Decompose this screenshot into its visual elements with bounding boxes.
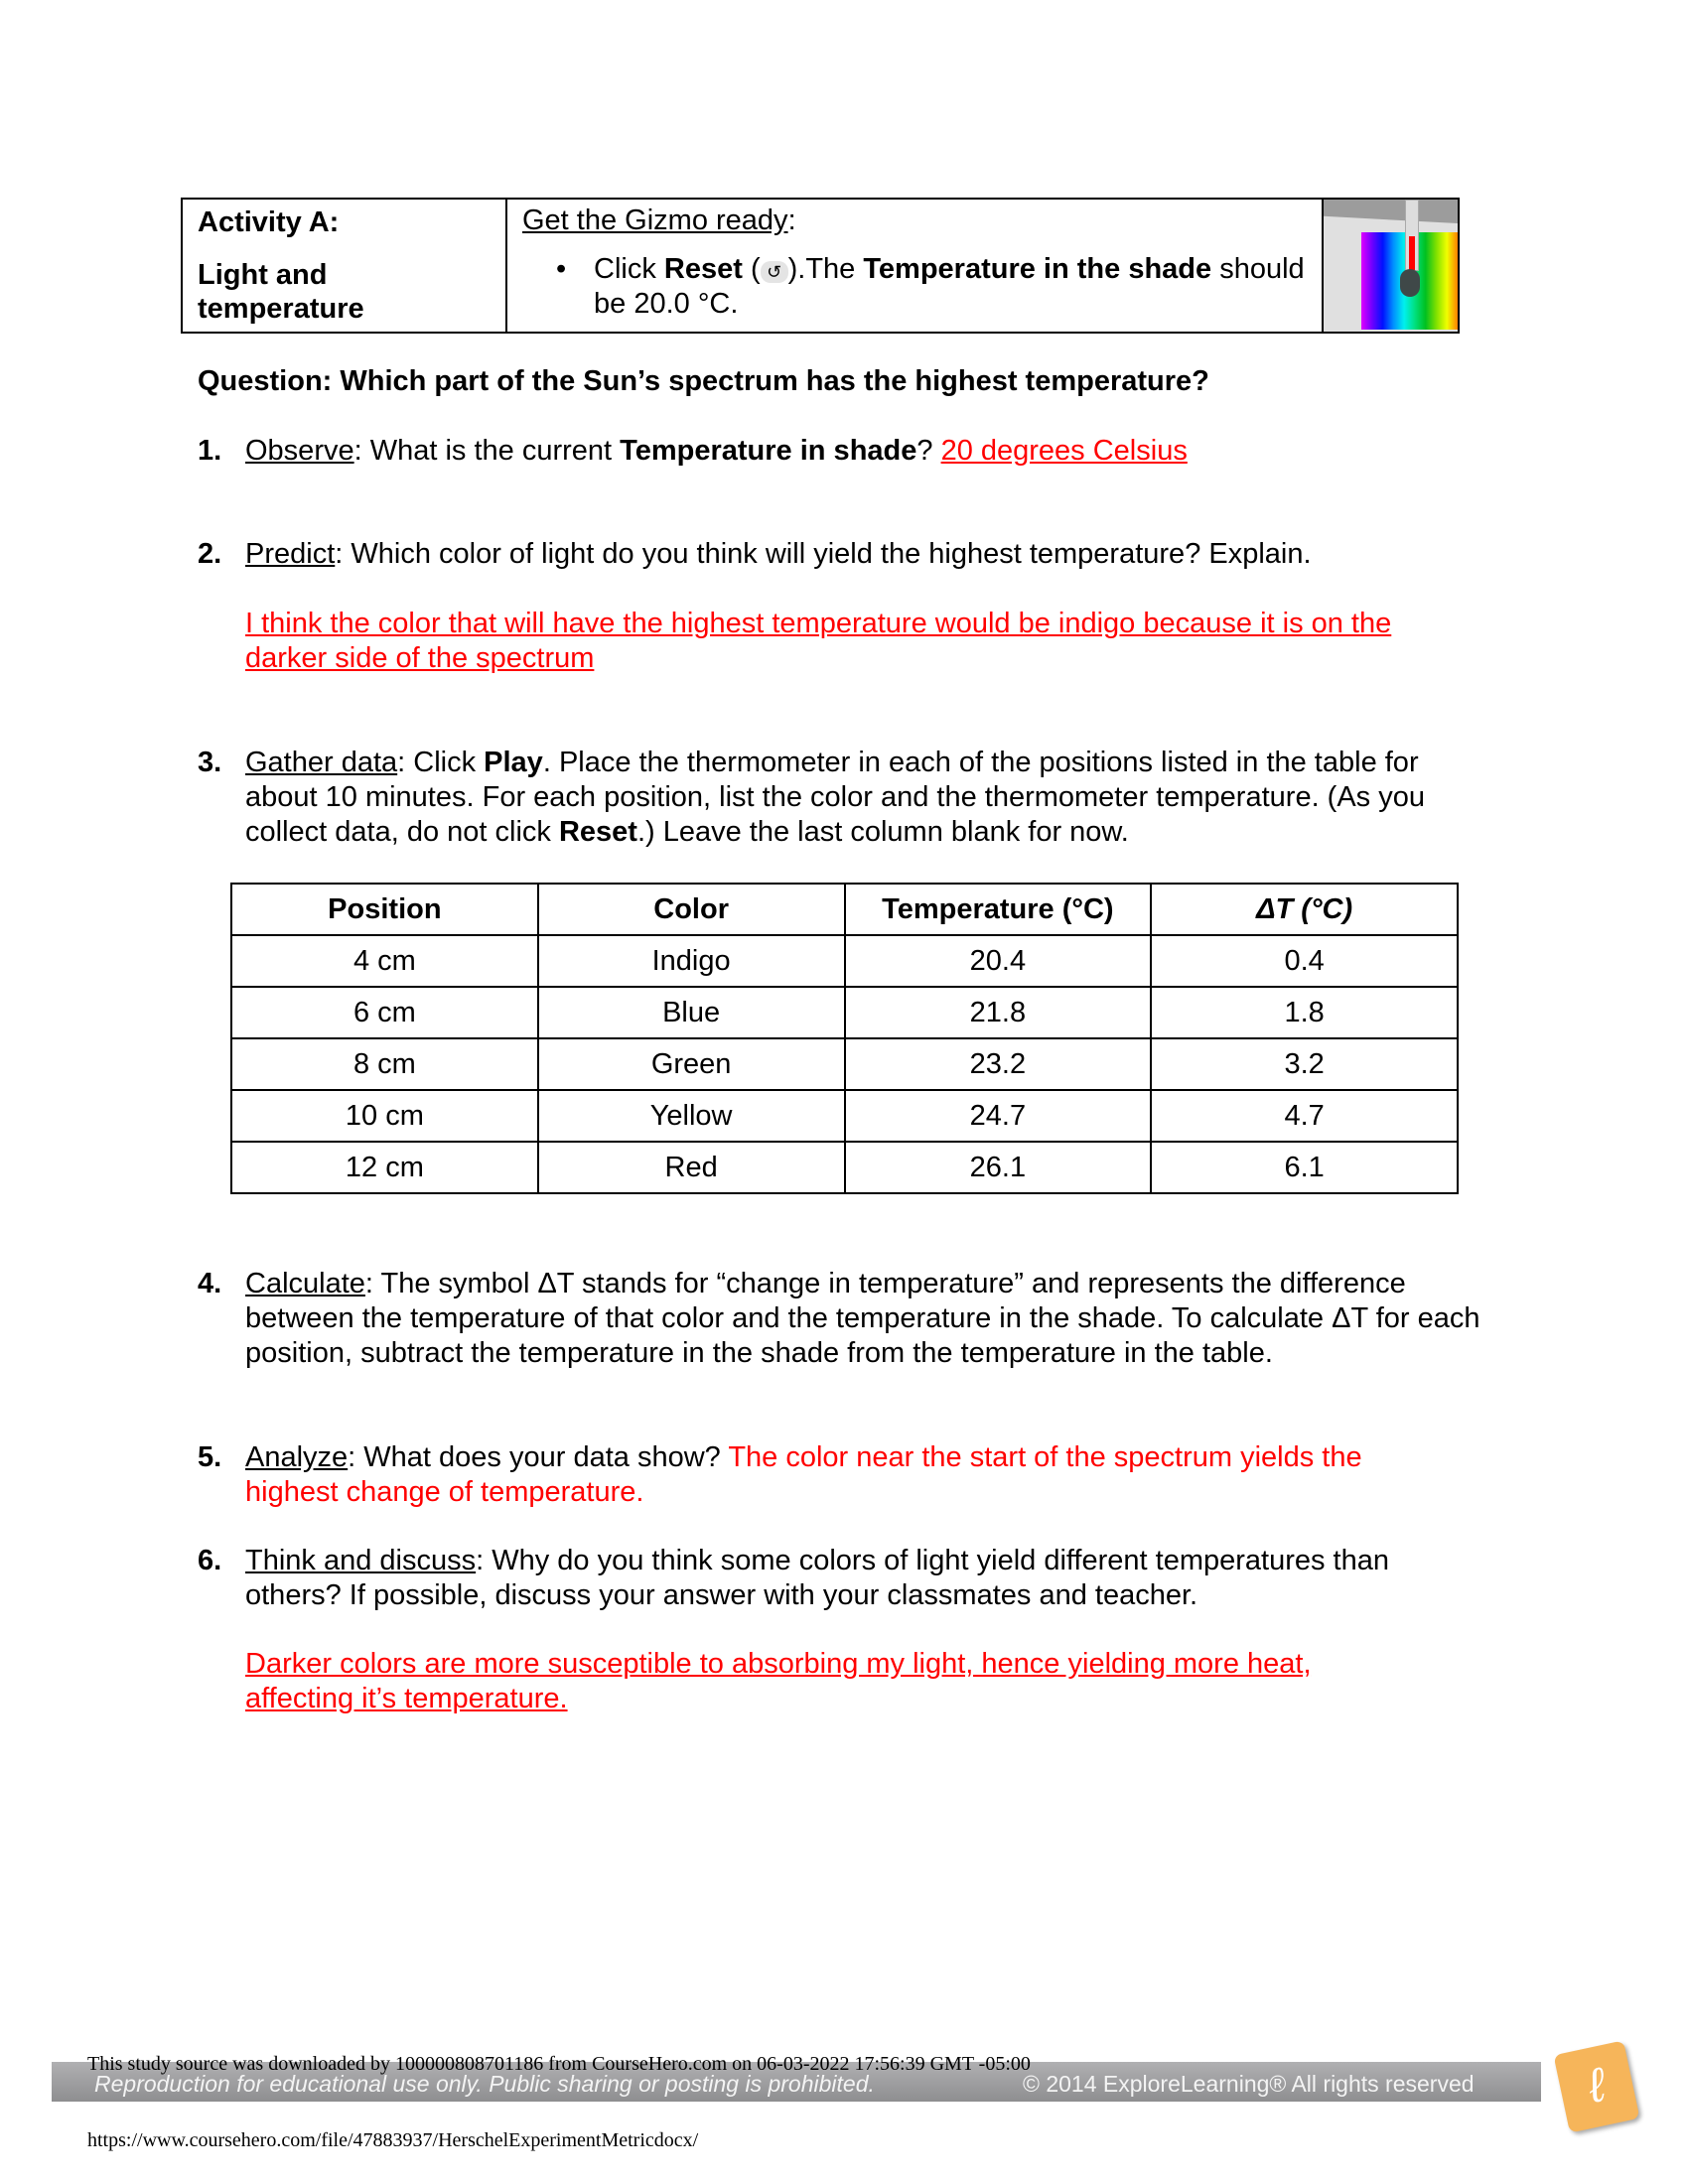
- item-observe: Observe: What is the current Temperature in shade? 20 degrees Celsius: [245, 435, 1188, 467]
- activity-title-cell: [182, 199, 506, 333]
- setup-bullet: • Click Reset ( ↺ ).The Temperature in the shade should be 20.0 °C.: [556, 253, 1305, 320]
- reset-arrow-icon: ↺: [761, 261, 788, 283]
- setup-heading: Get the Gizmo ready: [522, 205, 788, 236]
- table-header-row: Position Color Temperature (°C) ΔT (°C): [231, 884, 1458, 935]
- item-calculate: Calculate: The symbol ΔT stands for “change in temperature” and represents the difference between the temperature of that color and the temperature in the shade. To calculate ΔT for each position, subtract the temperature in the shade from the temperature in the table.: [245, 1268, 1480, 1369]
- item-think-discuss: Think and discuss: Why do you think some colors of light yield different temperatures than others? If possible, discuss your answer with your classmates and teacher.: [245, 1545, 1389, 1611]
- thermometer-icon: [1405, 200, 1419, 271]
- item-gather-data: Gather data: Click Play. Place the thermometer in each of the positions listed in the table for about 10 minutes. For each position, list the color and the thermometer temperature. (As you collect data, do not click Reset.) Leave the last column blank for now.: [245, 747, 1425, 848]
- source-url[interactable]: https://www.coursehero.com/file/47883937/HerschelExperimentMetricdocx/: [87, 2129, 699, 2151]
- item-analyze: Analyze: What does your data show? The color near the start of the spectrum yields the highest change of temperature.: [245, 1441, 1362, 1508]
- answer-think-discuss[interactable]: Darker colors are more susceptible to absorbing my light, hence yielding more heat, affecting it’s temperature.: [245, 1648, 1312, 1714]
- item-predict: Predict: Which color of light do you think will yield the highest temperature? Explain.: [245, 538, 1312, 570]
- explorelearning-logo: ℓ: [1553, 2040, 1639, 2132]
- activity-subtitle: Light and temperature: [198, 259, 364, 325]
- answer-predict[interactable]: I think the color that will have the highest temperature would be indigo because it is on the darker side of the spectrum: [245, 608, 1392, 674]
- activity-setup-cell: Get the Gizmo ready: • Click Reset ( ↺ ).The Temperature in the shade should be 20.0 °C.: [506, 199, 1323, 333]
- worksheet-page: Activity A: Light and temperature Get the Gizmo ready: • Click Reset ( ↺ ).The Temperature in the shade should be 20.0 °C. Question: Which part of the Sun’s spectrum has the highest temperature? 1. Observe: What is the current Temperature in shade? 20 degrees Celsius 2. Predict: Which color of light do you think will yield the highest temperature? Explain. I think the color that will have the highest temperature would be indigo because it is on the darker side of the spectrum 3. Gather data: Click Play. Place the thermometer in each of the positions listed in the table for about 10 minutes. For each position, list the color and the thermometer temperature. (As you collect data, do not click Reset.) Leave the last column blank for now. Position Color Temperature (°C) ΔT (°C) 4 cm Indigo 20.4 0.4 6 cm Blue 21.8 1.8 8 cm Green 23.2 3.2 10 cm Yellow 24.7 4.7 12 cm Red 26.1 6.1 4. Calculate: The symbol ΔT stands for “change in temperature” and represents the difference between the temperature of that color and the temperature in the shade. To calculate ΔT for each position, subtract the temperature in the shade from the temperature in the table. 5. Analyze: What does your data show? The color near the start of the spectrum yields the highest change of temperature. 6. Think and discuss: Why do you think some colors of light yield different temperatures than others? If possible, discuss your answer with your classmates and teacher. Darker colors are more susceptible to absorbing my light, hence yielding more heat, affecting it’s temperature. Reproduction for educational use only. Public sharing or posting is prohibited. © 2014 ExploreLearning® All rights reserved This study source was downloaded by 100000808701186 from CourseHero.com on 06-03-2022 17:56:39 GMT -05:00 ℓ https://www.coursehero.com/file/47883937/HerschelExperimentMetricdocx/: [0, 0, 1688, 2184]
- answer-observe[interactable]: 20 degrees Celsius: [940, 435, 1188, 467]
- table-row: 12 cm Red 26.1 6.1: [231, 1142, 1458, 1193]
- footer-reproduction: Reproduction for educational use only. Public sharing or posting is prohibited.: [94, 2071, 875, 2097]
- footer-copyright: © 2014 ExploreLearning® All rights reserved: [1023, 2071, 1475, 2097]
- table-row: 8 cm Green 23.2 3.2: [231, 1038, 1458, 1090]
- answer-analyze[interactable]: The color near the start of the spectrum yields the highest change of temperature.: [245, 1441, 1362, 1508]
- gizmo-thumbnail: [1323, 199, 1459, 333]
- table-row: 6 cm Blue 21.8 1.8: [231, 987, 1458, 1038]
- activity-title: Activity A:: [198, 206, 340, 238]
- table-row: 4 cm Indigo 20.4 0.4: [231, 935, 1458, 987]
- activity-header-table: [181, 198, 1460, 334]
- table-row: 10 cm Yellow 24.7 4.7: [231, 1090, 1458, 1142]
- question-heading: Question: Which part of the Sun’s spectrum has the highest temperature?: [198, 365, 1209, 397]
- data-table: [230, 883, 1459, 1194]
- download-notice: This study source was downloaded by 100000808701186 from CourseHero.com on 06-03-2022 17:56:39 GMT -05:00: [87, 2053, 1031, 2075]
